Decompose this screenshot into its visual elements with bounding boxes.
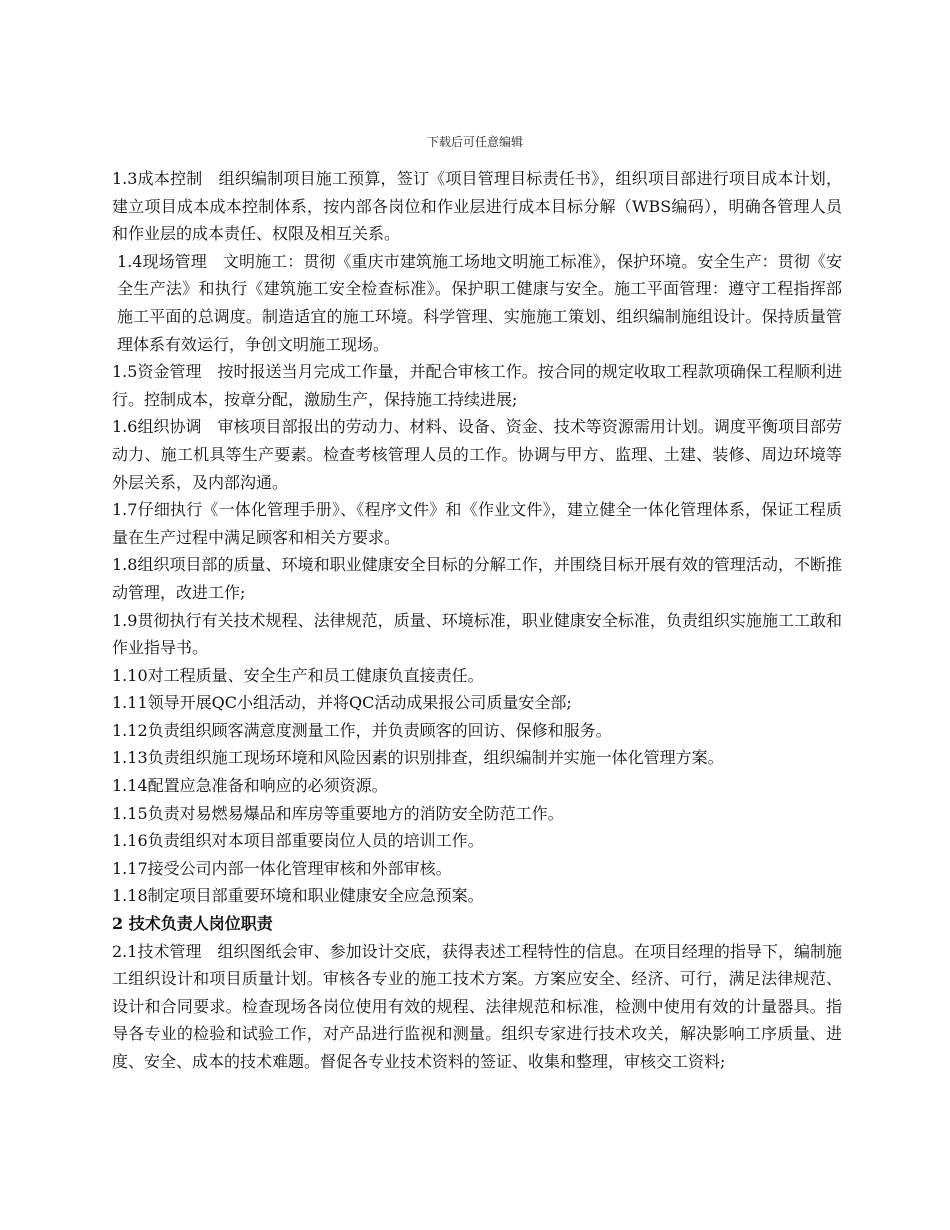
paragraph-1-8: 1.8组织项目部的质量、环境和职业健康安全目标的分解工作，并围绕目标开展有效的管理活动，不断推动管理，改进工作;: [112, 555, 842, 602]
page-header: 下载后可任意编辑: [426, 135, 523, 149]
section-heading-2: 2 技术负责人岗位职责: [112, 914, 273, 934]
paragraph-1-3: 1.3成本控制 组织编制项目施工预算，签订《项目管理目标责任书》，组织项目部进行项目成本计划，建立项目成本成本控制体系，按内部各岗位和作业层进行成本目标分解（WBS编码），明确各管理人员和作业层的成本责任、权限及相互关系。: [112, 169, 842, 244]
paragraph-1-6: 1.6组织协调 审核项目部报出的劳动力、材料、设备、资金、技术等资源需用计划。调度平衡项目部劳动力、施工机具等生产要素。检查考核管理人员的工作。协调与甲方、监理、土建、装修、周边环境等外层关系，及内部沟通。: [112, 417, 842, 492]
paragraph-1-18: 1.18制定项目部重要环境和职业健康安全应急预案。: [112, 886, 484, 906]
paragraph-2-1: 2.1技术管理 组织图纸会审、参加设计交底，获得表述工程特性的信息。在项目经理的指导下，编制施工组织设计和项目质量计划。审核各专业的施工技术方案。方案应安全、经济、可行，满足法律规范、设计和合同要求。检查现场各岗位使用有效的规程、法律规范和标准，检测中使用有效的计量器具。指导各专业的检验和试验工作，对产品进行监视和测量。组织专家进行技术攻关，解决影响工序质量、进度、安全、成本的技术难题。督促各专业技术资料的签证、收集和整理，审核交工资料;: [112, 941, 842, 1071]
paragraph-1-12: 1.12负责组织顾客满意度测量工作，并负责顾客的回访、保修和服务。: [112, 720, 612, 740]
paragraph-1-17: 1.17接受公司内部一体化管理审核和外部审核。: [112, 858, 452, 878]
document-body: [112, 165, 842, 1076]
paragraph-1-4: 1.4现场管理 文明施工：贯彻《重庆市建筑施工场地文明施工标准》，保护环境。安全生产：贯彻《安全生产法》和执行《建筑施工安全检查标准》。保护职工健康与安全。施工平面管理：遵守工程指挥部施工平面的总调度。制造适宜的施工环境。科学管理、实施施工策划、组织编制施组设计。保持质量管理体系有效运行，争创文明施工现场。: [117, 251, 842, 354]
paragraph-1-5: 1.5资金管理 按时报送当月完成工作量，并配合审核工作。按合同的规定收取工程款项确保工程顺利进行。控制成本，按章分配，激励生产，保持施工持续进展;: [112, 362, 842, 409]
paragraph-1-7: 1.7仔细执行《一体化管理手册》、《程序文件》和《作业文件》，建立健全一体化管理体系，保证工程质量在生产过程中满足顾客和相关方要求。: [112, 500, 842, 547]
paragraph-1-14: 1.14配置应急准备和响应的必须资源。: [112, 776, 388, 796]
paragraph-1-10: 1.10对工程质量、安全生产和员工健康负直接责任。: [112, 665, 484, 685]
paragraph-1-13: 1.13负责组织施工现场环境和风险因素的识别排查，组织编制并实施一体化管理方案。: [112, 748, 724, 768]
paragraph-1-16: 1.16负责组织对本项目部重要岗位人员的培训工作。: [112, 831, 484, 851]
paragraph-1-9: 1.9贯彻执行有关技术规程、法律规范，质量、环境标准，职业健康安全标准，负责组织实施施工工敢和作业指导书。: [112, 610, 842, 658]
paragraph-1-15: 1.15负责对易燃易爆品和库房等重要地方的消防安全防范工作。: [112, 803, 564, 823]
paragraph-1-11: 1.11领导开展QC小组活动，并将QC活动成果报公司质量安全部;: [112, 693, 572, 713]
